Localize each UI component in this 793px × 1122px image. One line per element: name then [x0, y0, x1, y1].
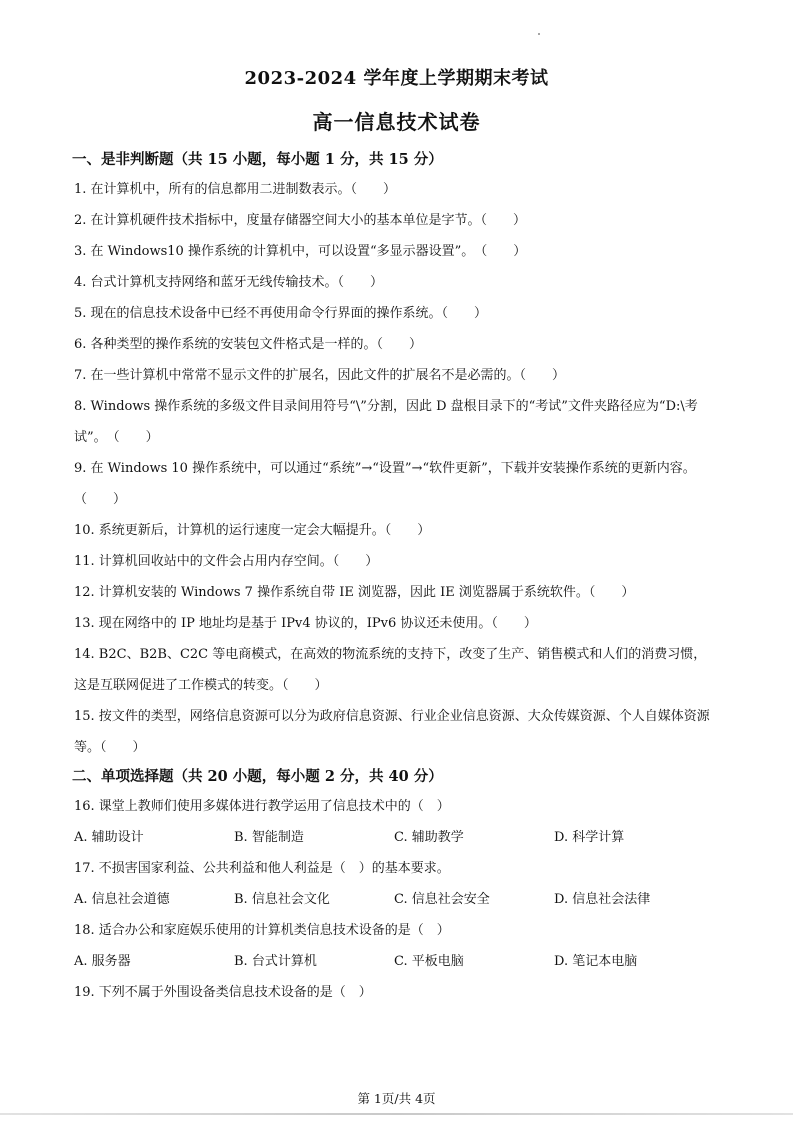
option-c: C. 辅助教学	[394, 830, 464, 845]
section-heading-multiple-choice: 二、单项选择题（共 20 小题，每小题 2 分，共 40 分）	[72, 768, 443, 785]
option-b: B. 台式计算机	[234, 954, 317, 969]
exam-subtitle: 高一信息技术试卷	[312, 110, 481, 134]
question-17: 17. 不损害国家利益、公共利益和他人利益是（ ）的基本要求。	[74, 861, 450, 876]
question-1: 1. 在计算机中，所有的信息都用二进制数表示。（ ）	[74, 182, 397, 197]
question-18: 18. 适合办公和家庭娱乐使用的计算机类信息技术设备的是（ ）	[74, 923, 450, 938]
footer-divider	[0, 1113, 793, 1115]
section-heading-true-false: 一、是非判断题（共 15 小题，每小题 1 分，共 15 分）	[72, 151, 443, 168]
question-5: 5. 现在的信息技术设备中已经不再使用命令行界面的操作系统。（ ）	[74, 306, 488, 321]
option-b: B. 智能制造	[234, 830, 304, 845]
question-12: 12. 计算机安装的 Windows 7 操作系统自带 IE 浏览器，因此 IE 浏览器属于系统软件。（ ）	[74, 585, 635, 600]
option-b: B. 信息社会文化	[234, 892, 330, 907]
option-d: D. 信息社会法律	[554, 892, 651, 907]
question-11: 11. 计算机回收站中的文件会占用内存空间。（ ）	[74, 554, 379, 569]
option-a: A. 辅助设计	[74, 830, 144, 845]
scan-dot	[538, 33, 540, 35]
question-15: 15. 按文件的类型，网络信息资源可以分为政府信息资源、行业企业信息资源、大众传媒资源、个人自媒体资源等。（ ）	[74, 709, 710, 755]
question-9: 9. 在 Windows 10 操作系统中，可以通过“系统”→“设置”→“软件更新”，下载并安装操作系统的更新内容。（ ）	[74, 461, 696, 507]
exam-title: 2023-2024 学年度上学期期末考试	[244, 68, 549, 89]
question-7: 7. 在一些计算机中常常不显示文件的扩展名，因此文件的扩展名不是必需的。（ ）	[74, 368, 566, 383]
option-d: D. 科学计算	[554, 830, 625, 845]
question-3: 3. 在 Windows10 操作系统的计算机中，可以设置“多显示器设置”。 （ ）	[74, 244, 527, 259]
option-c: C. 信息社会安全	[394, 892, 490, 907]
true-false-list	[74, 174, 714, 763]
question-6: 6. 各种类型的操作系统的安装包文件格式是一样的。（ ）	[74, 337, 423, 352]
question-2: 2. 在计算机硬件技术指标中，度量存储器空间大小的基本单位是字节。（ ）	[74, 213, 527, 228]
question-18-options	[74, 946, 714, 977]
multiple-choice-list	[74, 791, 714, 1008]
option-a: A. 服务器	[74, 954, 131, 969]
exam-content	[74, 146, 714, 1008]
option-d: D. 笔记本电脑	[554, 954, 638, 969]
question-16: 16. 课堂上教师们使用多媒体进行教学运用了信息技术中的（ ）	[74, 799, 450, 814]
question-14: 14. B2C、B2B、C2C 等电商模式，在高效的物流系统的支持下，改变了生产、销售模式和人们的消费习惯，这是互联网促进了工作模式的转变。（ ）	[74, 647, 707, 693]
question-13: 13. 现在网络中的 IP 地址均是基于 IPv4 协议的，IPv6 协议还未使用。（ ）	[74, 616, 537, 631]
question-10: 10. 系统更新后，计算机的运行速度一定会大幅提升。（ ）	[74, 523, 431, 538]
question-8: 8. Windows 操作系统的多级文件目录间用符号“\”分割，因此 D 盘根目录下的“考试”文件夹路径应为“D:\考试”。 （ ）	[74, 399, 698, 445]
question-4: 4. 台式计算机支持网络和蓝牙无线传输技术。（ ）	[74, 275, 384, 290]
option-c: C. 平板电脑	[394, 954, 464, 969]
option-a: A. 信息社会道德	[74, 892, 170, 907]
page-number: 第 1页/共 4页	[357, 1091, 436, 1106]
question-16-options	[74, 822, 714, 853]
question-19: 19. 下列不属于外围设备类信息技术设备的是（ ）	[74, 985, 372, 1000]
question-17-options	[74, 884, 714, 915]
